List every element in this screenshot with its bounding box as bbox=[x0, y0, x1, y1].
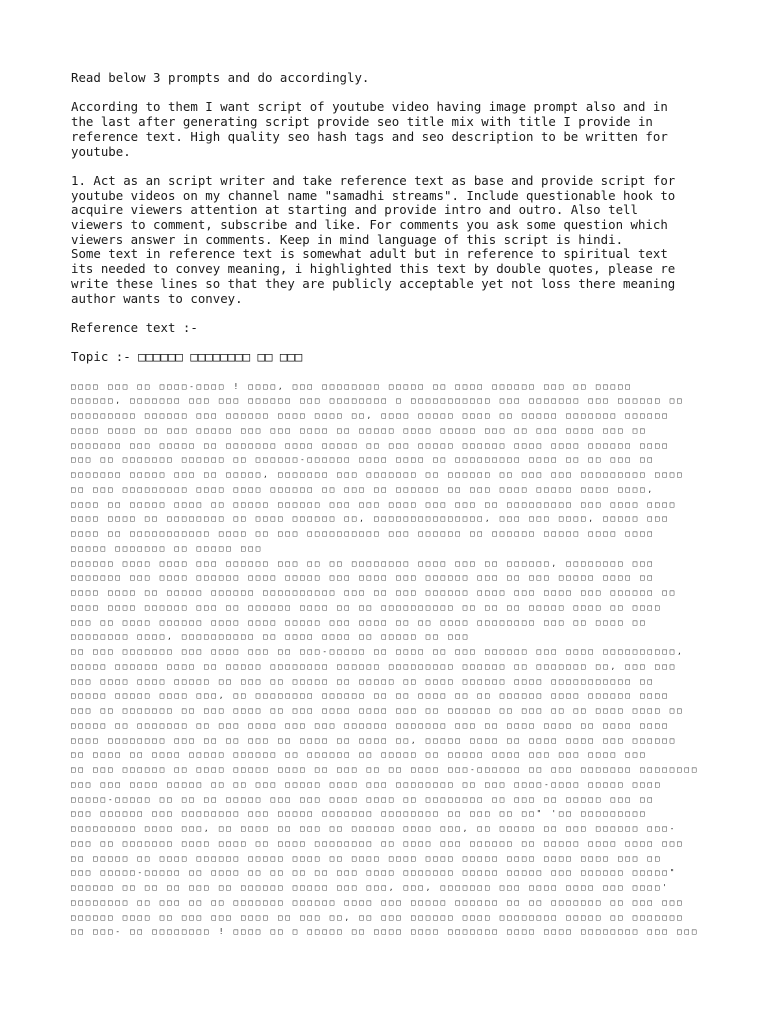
request-line: youtube. bbox=[71, 143, 131, 159]
reference-body-line: □□□ □□□□ □□□□ □□□□□ □□ □□□ □□ □□□□□ □□ □□□□□ □□ □□□□ □□□□□□ □□□□ □□□□□□□□□□□ □□ bbox=[71, 676, 655, 686]
reference-body-line: □□□□□-□□□□□ □□ □□ □□ □□□□□ □□□ □□□ □□□□ □□□□ □□ □□□□□□□□ □□ □□□ □□ □□□□□ □□□ □□ bbox=[71, 794, 655, 804]
reference-body-line: □□□□□□ □□□□ □□□□ □□□ □□□□□□ □□□ □□ □□ □□□□□□□□ □□□□ □□□ □□ □□□□□□, □□□□□□□□ □□□ bbox=[71, 558, 655, 568]
reference-body-line: □□ □□□ □□□□□□□□□ □□□□ □□□□ □□□□□□ □□ □□□ □□ □□□□□□ □□ □□□ □□□□ □□□□□ □□□□ □□□□, bbox=[71, 484, 655, 494]
topic-line: Topic :- □□□□□□ □□□□□□□□ □□ □□□ bbox=[71, 349, 303, 365]
reference-label: Reference text :- bbox=[71, 319, 198, 335]
intro-line: Read below 3 prompts and do accordingly. bbox=[71, 70, 370, 85]
reference-body-line: □□□□ □□□□□□□□ □□□ □□ □□ □□□ □□ □□□□ □□ □□□□ □□, □□□□□ □□□□ □□ □□□□ □□□□ □□□ □□□□□□ bbox=[71, 735, 678, 745]
instruction-line: Some text in reference text is somewhat adult but in reference to spiritual text bbox=[71, 246, 668, 262]
instruction-line: 1. Act as an script writer and take reference text as base and provide script for bbox=[71, 172, 676, 188]
reference-body-line: □□ □□□ □□□□□□ □□ □□□□ □□□□□ □□□□ □□ □□□ □□ □□ □□□□ □□□-□□□□□□ □□ □□□ □□□□□□□ □□□□□□□□ bbox=[71, 765, 700, 775]
reference-body-line: □□□ □□□□□-□□□□□ □□ □□□□ □□ □□ □□ □□ □□□ □□□□ □□□□□□□ □□□□□ □□□□□ □□□ □□□□□□ □□□□□" bbox=[71, 868, 678, 878]
reference-body-line: □□□ □□ □□□□□□□ □□□□ □□□□ □□ □□□□ □□□□□□□□ □□ □□□□ □□□ □□□□□□ □□ □□□□□ □□□□ □□□□ □□□ bbox=[71, 838, 685, 848]
reference-body-line: □□ □□□□□ □□ □□□□ □□□□□□ □□□□□ □□□□ □□ □□□□ □□□□ □□□□ □□□□□ □□□□ □□□□ □□□□ □□□ □□ bbox=[71, 853, 663, 863]
reference-body-line: □□□□ □□□□ □□ □□□□□□□□ □□ □□□□ □□□□□□ □□, □□□□□□□□□□□□□□□, □□□ □□□ □□□□, □□□□□ □□□ bbox=[71, 514, 670, 524]
reference-body-line: □□□ □□ □□□□□□□ □□□□□□ □□ □□□□□□-□□□□□□ □□□□ □□□□ □□ □□□□□□□□□ □□□□ □□ □□ □□□ □□ bbox=[71, 455, 655, 465]
instruction-line: viewers to comment, subscribe and like. For comments you ask some question which bbox=[71, 217, 668, 232]
instruction-line: viewers answer in comments. Keep in mind language of this script is hindi. bbox=[71, 231, 624, 247]
request-line: According to them I want script of youtube video having image prompt also and in bbox=[71, 99, 668, 115]
reference-body-line: □□□□□ □□□□□ □□□□ □□□, □□ □□□□□□□□ □□□□□□ □□ □□ □□□□ □□ □□ □□□□□□ □□□□ □□□□□□ □□□□ bbox=[71, 691, 670, 701]
reference-body-line: □□□□ □□□□ □□□□□□ □□□ □□ □□□□□□ □□□□ □□ □□ □□□□□□□□□□ □□ □□ □□ □□□□□ □□□□ □□ □□□□ bbox=[71, 602, 663, 612]
reference-body-line: □□□□□□□□□ □□□□ □□□, □□ □□□□ □□ □□□ □□ □□□□□□ □□□□ □□□, □□ □□□□□ □□ □□□ □□□□□□ □□□- bbox=[71, 824, 678, 834]
instruction-line: its needed to convey meaning, i highlighted this text by double quotes, please re bbox=[71, 261, 676, 277]
instruction-paragraph bbox=[71, 174, 697, 306]
reference-body-line: □□□□ □□ □□□□□ □□□□ □□ □□□□□ □□□□□□ □□□ □□□ □□□□ □□□ □□□ □□ □□□□□□□□□ □□□ □□□□ □□□□ bbox=[71, 499, 678, 509]
reference-body-line: □□□ □□□ □□□□ □□□□□ □□ □□ □□□ □□□□□ □□□□ □□□ □□□□□□□□ □□ □□□ □□□□-□□□□ □□□□□ □□□□ bbox=[71, 779, 663, 789]
reference-body-line: □□□□□□□□□ □□□□□□ □□□ □□□□□□ □□□□ □□□□ □□, □□□□ □□□□□ □□□□ □□ □□□□□ □□□□□□□ □□□□□□ bbox=[71, 411, 670, 421]
reference-body-line: □□ □□□□ □□ □□□□ □□□□□ □□□□□□ □□ □□□□□□ □□ □□□□□ □□ □□□□□ □□□□ □□□ □□□ □□□□ □□□ bbox=[71, 750, 648, 760]
reference-body-line: □□□□□□, □□□□□□□ □□□ □□□ □□□□□□ □□□ □□□□□□□□ □ □□□□□□□□□□□ □□□ □□□□□□□ □□□ □□□□□□ □□ bbox=[71, 396, 685, 406]
request-line: the last after generating script provide seo title mix with title I provide in bbox=[71, 114, 653, 130]
reference-body-line: □□□□□ □□□□□□□ □□ □□□□□ □□□ bbox=[71, 543, 264, 553]
instruction-line: acquire viewers attention at starting and provide intro and outro. Also tell bbox=[71, 202, 638, 218]
reference-body-line: □□□ □□ □□□□□□□ □□ □□□ □□□□ □□ □□□ □□□□ □□□□ □□□ □□ □□□□□□ □□ □□□ □□ □□ □□□□ □□□□ □□ bbox=[71, 706, 685, 716]
reference-body-line: □□□ □□□□□□ □□□ □□□□□□□□ □□□ □□□□□ □□□□□□□ □□□□□□□□ □□ □□□ □□ □□" '□□ □□□□□□□□□ bbox=[71, 809, 648, 819]
instruction-line: author wants to convey. bbox=[71, 290, 243, 306]
reference-body-line: □□□□□□□ □□□□□ □□□ □□ □□□□□, □□□□□□□ □□□ □□□□□□□ □□ □□□□□□ □□ □□□ □□□ □□□□□□□□□ □□□□ bbox=[71, 470, 685, 480]
reference-body-line: □□□□ □□ □□□□□□□□□□□ □□□□ □□ □□□ □□□□□□□□□□ □□□ □□□□□□ □□ □□□□□□ □□□□□ □□□□ □□□□ bbox=[71, 529, 655, 539]
reference-body-line: □□□□ □□□□ □□ □□□□□ □□□□□□ □□□□□□□□□□ □□□ □□ □□□ □□□□□□ □□□□ □□□ □□□□ □□□ □□□□□□ □□ bbox=[71, 588, 678, 598]
reference-body-line: □□□□ □□□□ □□ □□□ □□□□□ □□□ □□□ □□□□ □□ □□□□□ □□□□ □□□□□ □□□ □□ □□□ □□□□ □□□ □□ bbox=[71, 425, 648, 435]
reference-body-line: □□ □□□- □□ □□□□□□□□ ! □□□□ □□ □ □□□□□ □□ □□□□ □□□□ □□□□□□□ □□□□ □□□□ □□□□□□□□ □□□ □□□ bbox=[71, 927, 700, 937]
document-page bbox=[71, 70, 700, 940]
instruction-line: youtube videos on my channel name "samadhi streams". Include questionable hook to bbox=[71, 187, 676, 203]
reference-body-line: □□□□□□ □□□□ □□ □□□ □□□ □□□□ □□ □□□ □□, □□ □□□ □□□□□□ □□□□ □□□□□□□□ □□□□□ □□ □□□□□□□ bbox=[71, 912, 685, 922]
reference-body bbox=[71, 380, 701, 941]
reference-body-line: □□□□□ □□ □□□□□□□ □□ □□□ □□□□ □□□ □□□ □□□□□□ □□□□□□□ □□□ □□ □□□□ □□□□ □□ □□□□ □□□□ bbox=[71, 720, 670, 730]
reference-body-line: □□□□□ □□□□□□ □□□□ □□ □□□□□ □□□□□□□□ □□□□□□ □□□□□□□□□ □□□□□□ □□ □□□□□□□ □□, □□□ □□□ bbox=[71, 661, 678, 671]
instruction-line: write these lines so that they are publicly acceptable yet not loss there meaning bbox=[71, 275, 676, 291]
reference-body-line: □□□□□□□ □□□ □□□□□ □□ □□□□□□□ □□□□ □□□□□ □□ □□□ □□□□□ □□□□□□ □□□□ □□□□ □□□□□□ □□□□ bbox=[71, 440, 670, 450]
request-paragraph bbox=[71, 100, 697, 159]
reference-body-line: □□□□□□□□ □□ □□□ □□ □□ □□□□□□□ □□□□□□ □□□□ □□□ □□□□□ □□□□□□ □□ □□ □□□□□□□ □□ □□□ □□□ bbox=[71, 897, 685, 907]
reference-body-line: □□□□□□□□ □□□□, □□□□□□□□□□ □□ □□□□ □□□□ □□ □□□□□ □□ □□□ bbox=[71, 632, 471, 642]
reference-body-line: □□□□□□□ □□□ □□□□ □□□□□□ □□□□ □□□□□ □□□ □□□□ □□□ □□□□□□ □□□ □□ □□□ □□□□□ □□□□ □□ bbox=[71, 573, 655, 583]
reference-body-line: □□□□□□ □□ □□ □□ □□□ □□ □□□□□□ □□□□□ □□□ □□□, □□□, □□□□□□□ □□□ □□□□ □□□□ □□□ □□□□' bbox=[71, 883, 670, 893]
request-line: reference text. High quality seo hash tags and seo description to be written for bbox=[71, 128, 668, 144]
reference-body-line: □□□□ □□□ □□ □□□□-□□□□ ! □□□□, □□□ □□□□□□□□ □□□□□ □□ □□□□ □□□□□□ □□□ □□ □□□□□ bbox=[71, 381, 633, 391]
reference-body-line: □□□ □□ □□□□ □□□□□□ □□□□ □□□□ □□□□□ □□□ □□□□ □□ □□ □□□□ □□□□□□□□ □□□ □□ □□□□ □□ bbox=[71, 617, 648, 627]
reference-body-line: □□ □□□ □□□□□□□ □□□ □□□□ □□□ □□ □□□-□□□□□ □□ □□□□ □□ □□□ □□□□□□ □□□ □□□□ □□□□□□□□□□, bbox=[71, 647, 685, 657]
